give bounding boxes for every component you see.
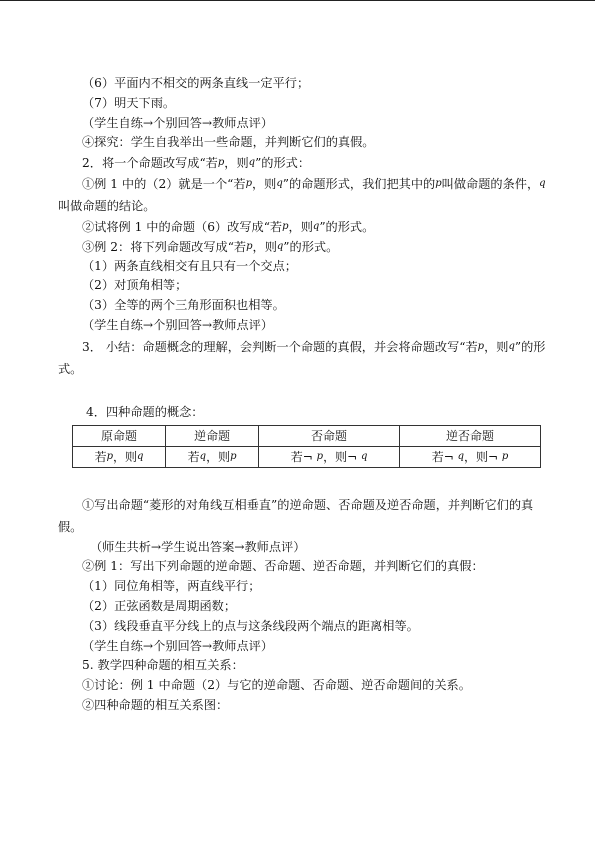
text-fragment: ”的命题形式，我们把其中的 (282, 176, 436, 191)
text-fragment: ③例 2：将下列命题改写成“若 (82, 239, 247, 254)
text-line: ①讨论：例 1 中命题（2）与它的逆命题、否命题、逆否命题间的关系。 (82, 678, 471, 693)
text-line: （3）线段垂直平分线上的点与这条线段两个端点的距离相等。 (82, 618, 419, 633)
text-fragment: ”的形式。 (283, 239, 339, 254)
text-line: （2）正弦函数是周期函数； (82, 598, 237, 613)
text-fragment: ，则 (252, 239, 277, 254)
spacer (58, 468, 554, 494)
text-line: 5. 教学四种命题的相互关系： (82, 658, 244, 673)
text-fragment: ②试将例 1 中的命题（6）改写成“若 (82, 219, 283, 234)
table-header-row (73, 425, 541, 446)
var-p: p (245, 177, 252, 189)
text-line: （学生自练→个别回答→教师点评） (82, 638, 274, 653)
var-symbol: p (501, 451, 509, 463)
var-symbol: p (106, 451, 114, 463)
var-p: p (477, 340, 485, 352)
text-line: （2）对顶角相等； (82, 278, 188, 293)
text-fragment: ，则 (484, 339, 509, 354)
var-symbol: q (199, 451, 207, 463)
var-p: p (435, 177, 442, 189)
var-symbol: q (137, 451, 144, 463)
text-line: （6）平面内不相交的两条直线一定平行； (82, 76, 310, 90)
table-header-cell: 原命题 (73, 425, 166, 446)
paragraph-condition-conclusion (58, 173, 554, 217)
text-fragment: 若 (187, 450, 200, 465)
table-header-cell: 逆命题 (166, 425, 259, 446)
text-fragment: 若 (94, 450, 107, 465)
section-2-heading (58, 153, 554, 173)
var-p: p (217, 157, 225, 169)
text-fragment: ”的形式。 (58, 339, 546, 376)
var-symbol: p (230, 451, 237, 463)
var-symbol: q (457, 451, 465, 463)
paragraph-rhombus: ①写出命题“菱形的对角线互相垂直”的逆命题、否命题及逆否命题，并判断它们的真假。 (58, 497, 534, 534)
text-line: （3）全等的两个三角形面积也相等。 (82, 298, 285, 313)
text-fragment: ，则¬ (323, 450, 361, 465)
section-4-heading: 4．四种命题的概念： (86, 404, 204, 419)
text-fragment: ，则 (251, 176, 277, 191)
text-fragment: 叫做命题的条件， (441, 176, 540, 191)
text-line (58, 237, 554, 257)
text-fragment: ”的形式。 (319, 219, 375, 234)
text-fragment: 叫做命题的结论。 (58, 198, 156, 213)
var-symbol: p (316, 451, 324, 463)
text-fragment: ，则 (113, 450, 138, 465)
four-propositions-table (72, 425, 541, 468)
var-q: q (248, 157, 256, 169)
text-line: ②例 1：写出下列命题的逆命题、否命题、逆否命题，并判断它们的真假： (82, 559, 484, 574)
table-cell (73, 446, 166, 467)
text-line: ②四种命题的相互关系图： (82, 697, 229, 712)
text-fragment: ，则 (206, 450, 231, 465)
text-fragment: 若¬ (290, 450, 317, 465)
text-fragment: ，则 (224, 156, 249, 171)
text-line: （1）两条直线相交有且只有一个交点； (82, 258, 297, 273)
var-q: q (539, 177, 546, 189)
text-line: （7）明天下雨。 (82, 95, 176, 110)
text-fragment: ”的形式： (255, 156, 311, 171)
text-line (58, 217, 554, 237)
text-fragment: 2．将一个命题改写成“若 (82, 156, 218, 171)
text-fragment: 若¬ (431, 450, 458, 465)
var-q: q (508, 340, 515, 352)
text-line: （师生共析→学生说出答案→教师点评） (90, 539, 306, 554)
table-cell (166, 446, 259, 467)
table-cell (259, 446, 400, 467)
var-q: q (276, 240, 284, 252)
text-fragment: 3． 小结：命题概念的理解，会判断一个命题的真假，并会将命题改写“若 (82, 339, 478, 354)
var-q: q (276, 177, 283, 189)
table-cell (400, 446, 541, 467)
spacer (58, 380, 554, 403)
text-fragment: ，则¬ (464, 450, 502, 465)
document-body (58, 74, 554, 716)
text-line: （1）同位角相等，两直线平行； (82, 579, 261, 594)
text-fragment: ①例 1 中的（2）就是一个“若 (82, 176, 246, 191)
page-top-rule (0, 0, 595, 1)
var-p: p (246, 240, 253, 252)
text-fragment: ，则 (288, 219, 313, 234)
var-symbol: q (360, 451, 368, 463)
text-line: （学生自练→个别回答→教师点评） (82, 115, 274, 130)
var-p: p (282, 220, 289, 232)
text-line: ④探究：学生自我举出一些命题，并判断它们的真假。 (82, 135, 375, 150)
table-header-cell: 否命题 (259, 425, 400, 446)
table-header-cell: 逆否命题 (400, 425, 541, 446)
text-line: （学生自练→个别回答→教师点评） (82, 317, 274, 332)
var-q: q (312, 220, 320, 232)
section-3-summary (58, 336, 554, 380)
table-row (73, 446, 541, 467)
